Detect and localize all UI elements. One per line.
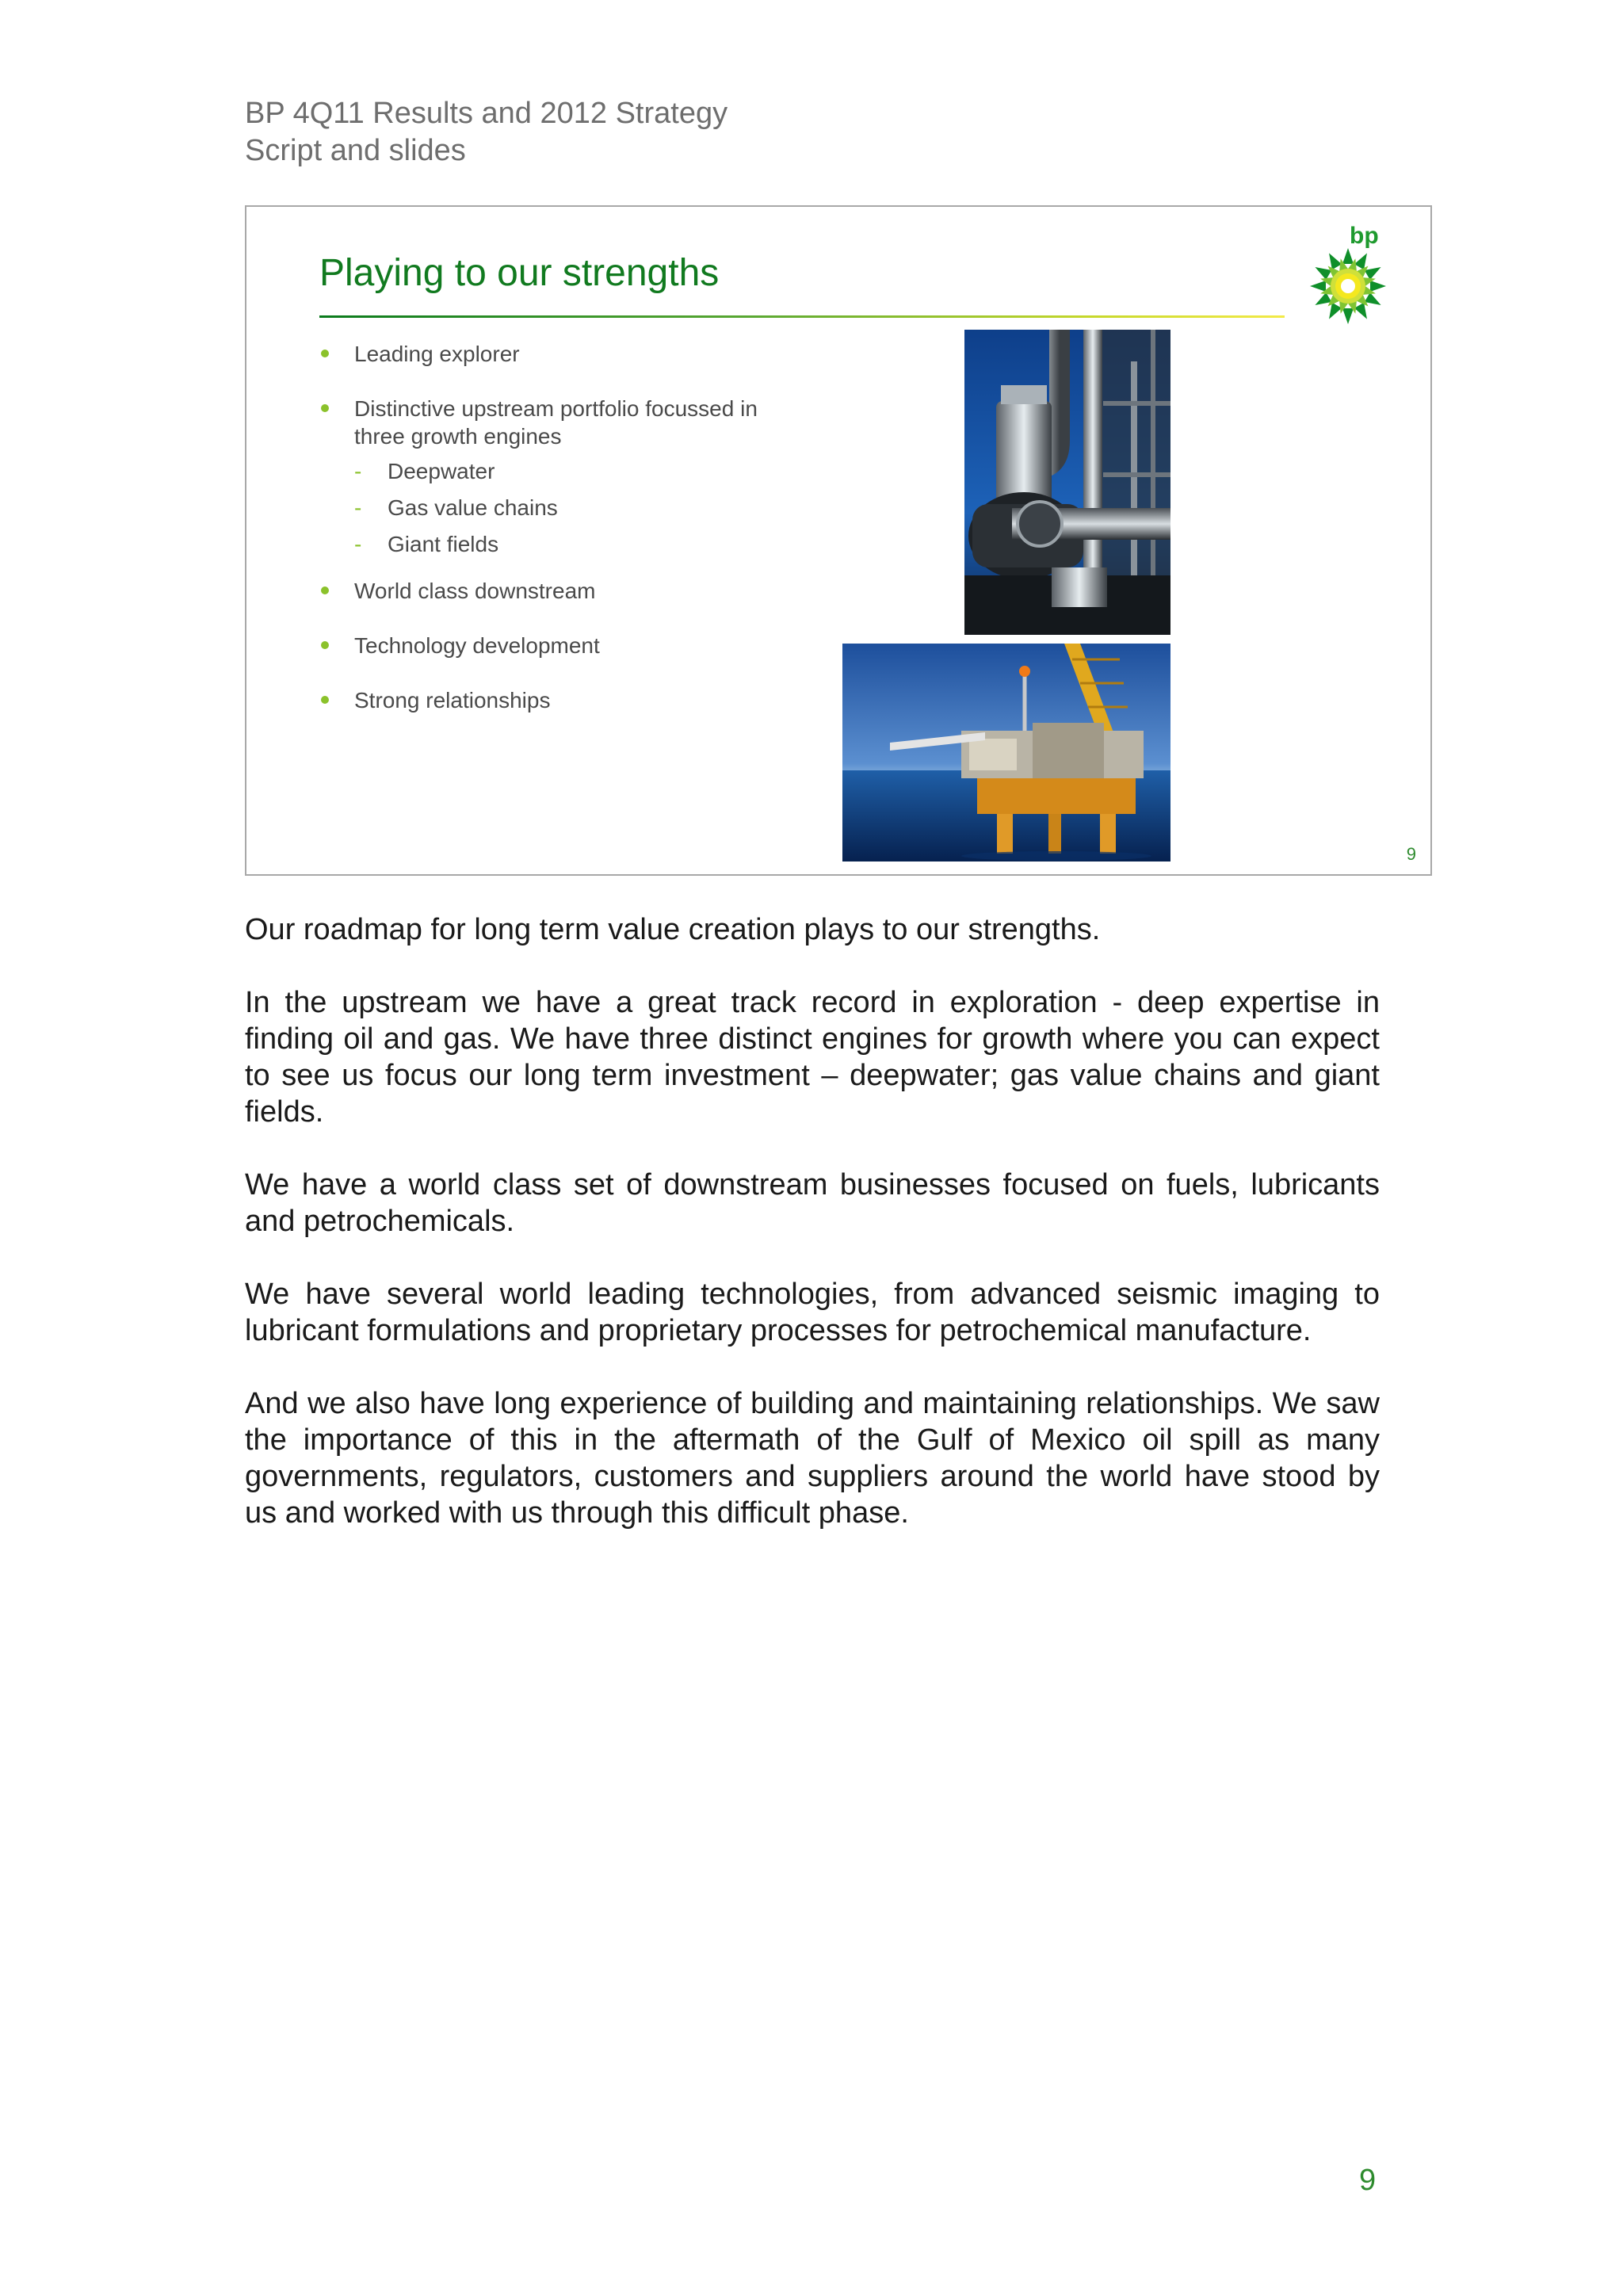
sub-bullet-text: Gas value chains (388, 495, 558, 520)
bullet-list (319, 340, 811, 741)
bullet-dot (321, 696, 329, 704)
bullet-dot (321, 586, 329, 594)
title-rule (319, 315, 1285, 318)
bullet-item (319, 577, 811, 605)
bullet-item (319, 395, 811, 558)
bullet-text: World class downstream (354, 579, 596, 603)
document-subtitle: Script and slides (245, 134, 466, 167)
refinery-pipes-image (964, 330, 1170, 635)
offshore-platform-image (842, 644, 1170, 861)
bullet-text: Technology development (354, 633, 600, 658)
sub-bullet-text: Giant fields (388, 532, 499, 556)
bp-helios-icon (1308, 246, 1388, 326)
script-body (245, 911, 1380, 1568)
offshore-platform-photo (842, 644, 1170, 861)
script-paragraph: We have several world leading technologies, from advanced seismic imaging to lubricant formulations and proprietary processes for petrochemical manufacture. (245, 1278, 1380, 1347)
sub-bullet-dash: - (354, 532, 362, 556)
slide (245, 205, 1432, 876)
bullet-dot (321, 641, 329, 649)
sub-bullet-dash: - (354, 495, 362, 520)
sub-bullet-text: Deepwater (388, 459, 495, 483)
bullet-item (319, 686, 811, 714)
refinery-pipes-photo (964, 330, 1170, 635)
document-header (245, 95, 727, 170)
bullet-text: Leading explorer (354, 342, 520, 366)
slide-number: 9 (1406, 844, 1416, 864)
bullet-dot (321, 404, 329, 412)
slide-title: Playing to our strengths (319, 252, 720, 294)
bp-logo-text: bp (1350, 223, 1379, 249)
sub-bullet-item (354, 457, 811, 485)
sub-bullet-dash: - (354, 459, 362, 483)
sub-bullet-list (354, 457, 811, 558)
bullet-text: Distinctive upstream portfolio focussed in three growth engines (354, 396, 758, 449)
sub-bullet-item (354, 530, 811, 558)
script-paragraph: Our roadmap for long term value creation plays to our strengths. (245, 913, 1101, 946)
document-title: BP 4Q11 Results and 2012 Strategy (245, 97, 728, 130)
sub-bullet-item (354, 494, 811, 521)
script-paragraph: We have a world class set of downstream businesses focused on fuels, lubricants and petrochemicals. (245, 1168, 1380, 1238)
bullet-item (319, 340, 811, 368)
bp-logo (1308, 223, 1396, 326)
bullet-text: Strong relationships (354, 688, 551, 712)
bullet-item (319, 632, 811, 659)
script-paragraph: And we also have long experience of building and maintaining relationships. We saw the importance of this in the aftermath of the Gulf of Mexico oil spill as many governments, regulators, customers and suppliers around the world have stood by us and worked with us through this difficult phase. (245, 1387, 1380, 1530)
page-number: 9 (1359, 2164, 1377, 2197)
script-paragraph: In the upstream we have a great track record in exploration - deep expertise in finding oil and gas. We have three distinct engines for growth where you can expect to see us focus our long term investment – deepwater; gas value chains and giant fields. (245, 986, 1380, 1129)
bullet-dot (321, 350, 329, 357)
